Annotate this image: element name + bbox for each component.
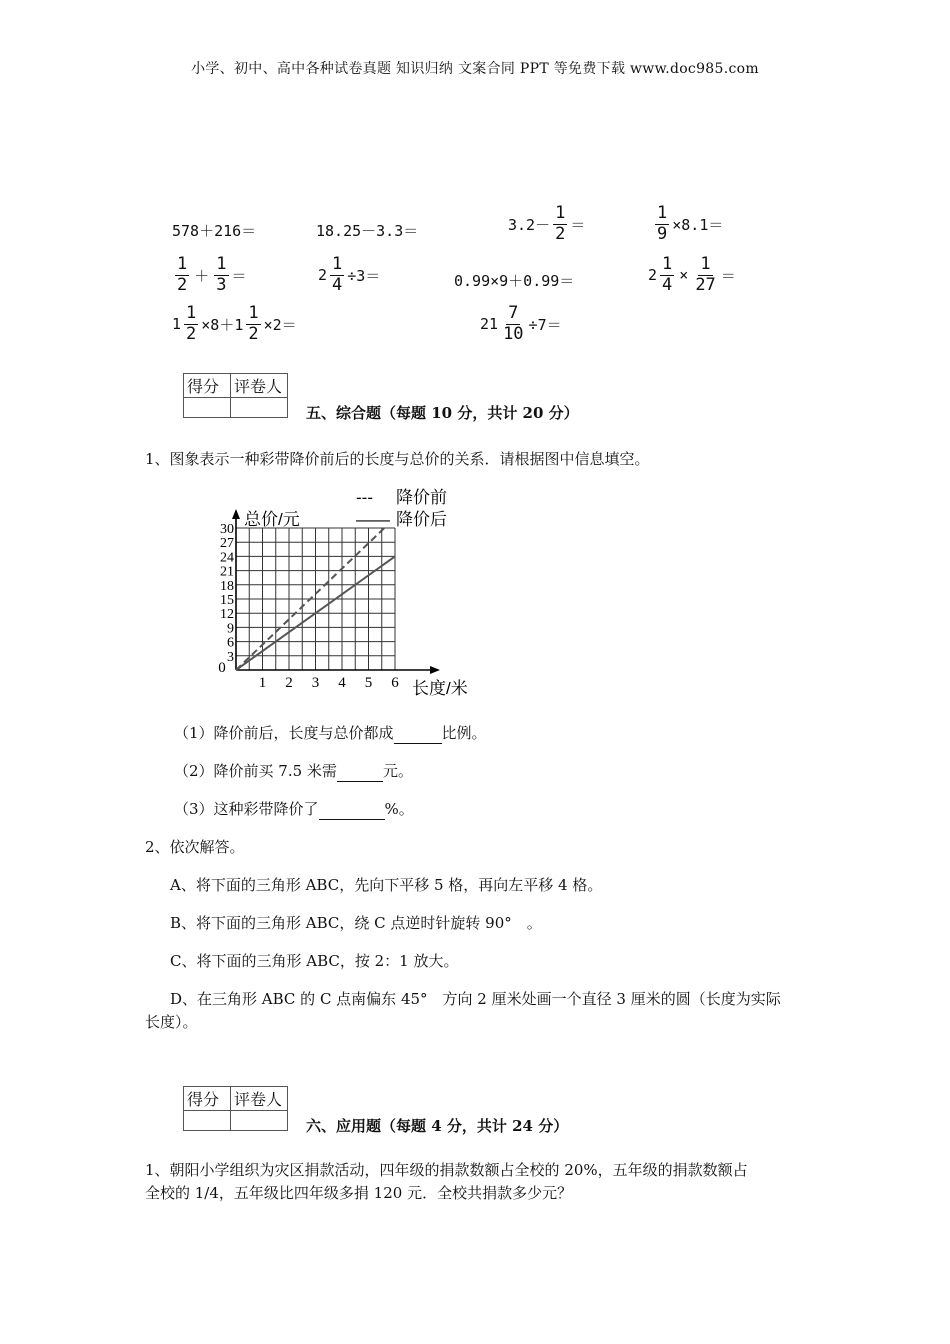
y-tick-label: 12: [220, 607, 234, 623]
chart-grid: [236, 528, 395, 670]
question-1-1-text: （1）降价前后，长度与总价都成: [174, 724, 394, 742]
calc-10-fraction: [501, 305, 525, 344]
x-tick-label: 5: [364, 675, 373, 691]
legend-before-label: 降价前: [396, 488, 447, 507]
score-table-2: [183, 1086, 288, 1131]
calc-3-numerator: 1: [555, 203, 566, 223]
calc-5-denominator-2: 3: [216, 274, 227, 295]
calc-8-fraction-1: [660, 256, 674, 295]
calc-9-whole: 1: [172, 315, 182, 334]
answer-blank-2[interactable]: [337, 761, 383, 782]
y-tick-label: 18: [220, 578, 234, 594]
y-axis-label: 总价/元: [244, 510, 300, 529]
chart-axes: [232, 509, 440, 674]
x-tick-label: 3: [311, 675, 320, 691]
calc-9: [172, 305, 297, 344]
legend-dashed-marker: ---: [356, 488, 373, 507]
calc-7-text: 0.99×9＋0.99＝: [454, 272, 575, 290]
calc-9-middle: ×8＋1: [201, 315, 244, 334]
x-tick-label: 2: [285, 675, 293, 691]
calc-10-denominator: 10: [503, 323, 524, 344]
answer-blank-1[interactable]: [394, 723, 442, 744]
question-2-d-line-1: D、在三角形 ABC 的 C 点南偏东 45° 方向 2 厘米处画一个直径 3 厘米的圆（长度为实际: [170, 990, 781, 1008]
y-tick-label: 3: [227, 649, 234, 665]
y-tick-label: 30: [220, 522, 234, 537]
question-1-2-text: （2）降价前买 7.5 米需: [174, 762, 337, 780]
calc-2: [316, 220, 418, 241]
section-5-question-2: 2、依次解答。: [145, 838, 245, 856]
calc-4-numerator: 1: [657, 203, 668, 223]
calc-9-numerator-2: 1: [248, 303, 259, 323]
grader-cell[interactable]: [231, 398, 288, 418]
question-1-3: [174, 799, 414, 820]
section-5-title: 五、综合题（每题 10 分，共计 20 分）: [306, 404, 579, 422]
calc-1: [172, 220, 256, 241]
calc-5-fraction-2: [214, 256, 228, 295]
calc-8-suffix: ＝: [720, 266, 736, 285]
calc-5-numerator-1: 1: [177, 254, 188, 274]
grader-label: 评卷人: [231, 374, 288, 398]
calc-6-fraction: [330, 256, 344, 295]
section-6-question-1-line-1: 1、朝阳小学组织为灾区捐款活动，四年级的捐款数额占全校的 20%，五年级的捐款数额占: [145, 1161, 748, 1179]
calc-6-denominator: 4: [332, 274, 343, 295]
score-label: 得分: [184, 374, 231, 398]
calc-6-numerator: 1: [332, 254, 343, 274]
y-tick-label: 15: [220, 593, 234, 608]
score-cell[interactable]: [184, 398, 231, 418]
calc-9-numerator-1: 1: [186, 303, 197, 323]
calc-8-fraction-2: [693, 256, 717, 295]
calc-6: [318, 256, 380, 295]
score-label: 得分: [184, 1087, 231, 1111]
question-2-b: B、将下面的三角形 ABC，绕 C 点逆时针旋转 90° 。: [170, 914, 542, 932]
calc-5-denominator-1: 2: [177, 274, 188, 295]
y-tick-label: 21: [220, 564, 234, 580]
question-1-2-end: 元。: [382, 762, 413, 780]
calc-8-denominator-2: 27: [695, 274, 716, 295]
calc-4-fraction: [655, 205, 669, 244]
score-table-1: [183, 373, 288, 418]
calc-3-suffix: ＝: [570, 215, 586, 234]
score-cell[interactable]: [184, 1111, 231, 1131]
answer-blank-3[interactable]: [319, 799, 385, 820]
y-tick-label: 27: [220, 536, 234, 552]
question-1-1-end: 比例。: [441, 724, 487, 742]
section-6-question-1-line-2: 全校的 1/4，五年级比四年级多捐 120 元．全校共捐款多少元？: [145, 1184, 573, 1202]
calc-6-suffix: ÷3＝: [347, 266, 381, 285]
question-1-3-end: %。: [384, 800, 414, 818]
calc-5-numerator-2: 1: [216, 254, 227, 274]
calc-9-denominator-1: 2: [186, 323, 197, 344]
calc-9-suffix: ×2＝: [263, 315, 297, 334]
calc-10-suffix: ÷7＝: [528, 315, 562, 334]
calc-8-numerator-2: 1: [700, 254, 711, 274]
calc-9-fraction-1: [184, 305, 198, 344]
calc-8-operator: ×: [679, 266, 689, 285]
calc-8-numerator-1: 1: [662, 254, 673, 274]
calc-7: [454, 270, 574, 291]
calc-6-whole: 2: [318, 266, 328, 285]
page-header: 小学、初中、高中各种试卷真题 知识归纳 文案合同 PPT 等免费下载 www.doc985.com: [191, 61, 759, 77]
calc-9-denominator-2: 2: [248, 323, 259, 344]
calc-5-suffix: ＝: [231, 266, 247, 285]
calc-3-fraction: [553, 205, 567, 244]
section-6-title: 六、应用题（每题 4 分，共计 24 分）: [306, 1117, 569, 1135]
y-tick-label: 24: [220, 550, 234, 566]
x-axis-arrow-icon: [430, 666, 440, 674]
question-2-c: C、将下面的三角形 ABC，按 2：1 放大。: [170, 952, 459, 970]
calc-10-whole: 21: [480, 315, 499, 334]
y-tick-label: 9: [227, 621, 234, 637]
calc-3-denominator: 2: [555, 223, 566, 244]
calc-4: [652, 205, 723, 244]
x-axis-label: 长度/米: [412, 679, 468, 698]
calc-3-prefix: 3.2－: [508, 215, 551, 234]
chart-ticks: [218, 522, 399, 691]
question-2-a: A、将下面的三角形 ABC，先向下平移 5 格，再向左平移 4 格。: [170, 876, 603, 894]
question-1-1: [174, 723, 487, 744]
calc-8-denominator-1: 4: [662, 274, 673, 295]
calc-8: [648, 256, 736, 295]
calc-5-fraction-1: [175, 256, 189, 295]
grader-cell[interactable]: [231, 1111, 288, 1131]
calc-2-text: 18.25－3.3＝: [316, 222, 419, 240]
question-2-d-line-2: 长度）。: [145, 1013, 198, 1031]
price-length-chart: [210, 484, 510, 704]
calc-4-suffix: ×8.1＝: [672, 215, 724, 234]
legend-solid-marker: ——: [356, 510, 390, 529]
calc-9-fraction-2: [246, 305, 260, 344]
legend-after-label: 降价后: [396, 510, 447, 529]
y-tick-label: 6: [227, 635, 234, 651]
question-1-2: [174, 761, 413, 782]
y-axis-arrow-icon: [232, 509, 240, 519]
section-5-question-1: 1、图象表示一种彩带降价前后的长度与总价的关系．请根据图中信息填空。: [145, 450, 650, 468]
x-tick-label: 0: [218, 660, 226, 676]
calc-5-operator: ＋: [194, 266, 210, 285]
grader-label: 评卷人: [231, 1087, 288, 1111]
calc-3: [508, 205, 585, 244]
calc-10-numerator: 7: [508, 303, 519, 323]
x-tick-label: 1: [258, 675, 267, 691]
calc-8-whole: 2: [648, 266, 658, 285]
calc-10: [480, 305, 562, 344]
calc-4-denominator: 9: [657, 223, 668, 244]
x-tick-label: 4: [338, 675, 346, 691]
calc-5: [172, 256, 247, 295]
question-1-3-text: （3）这种彩带降价了: [174, 800, 319, 818]
calc-1-text: 578＋216＝: [172, 222, 257, 240]
x-tick-label: 6: [391, 675, 399, 691]
